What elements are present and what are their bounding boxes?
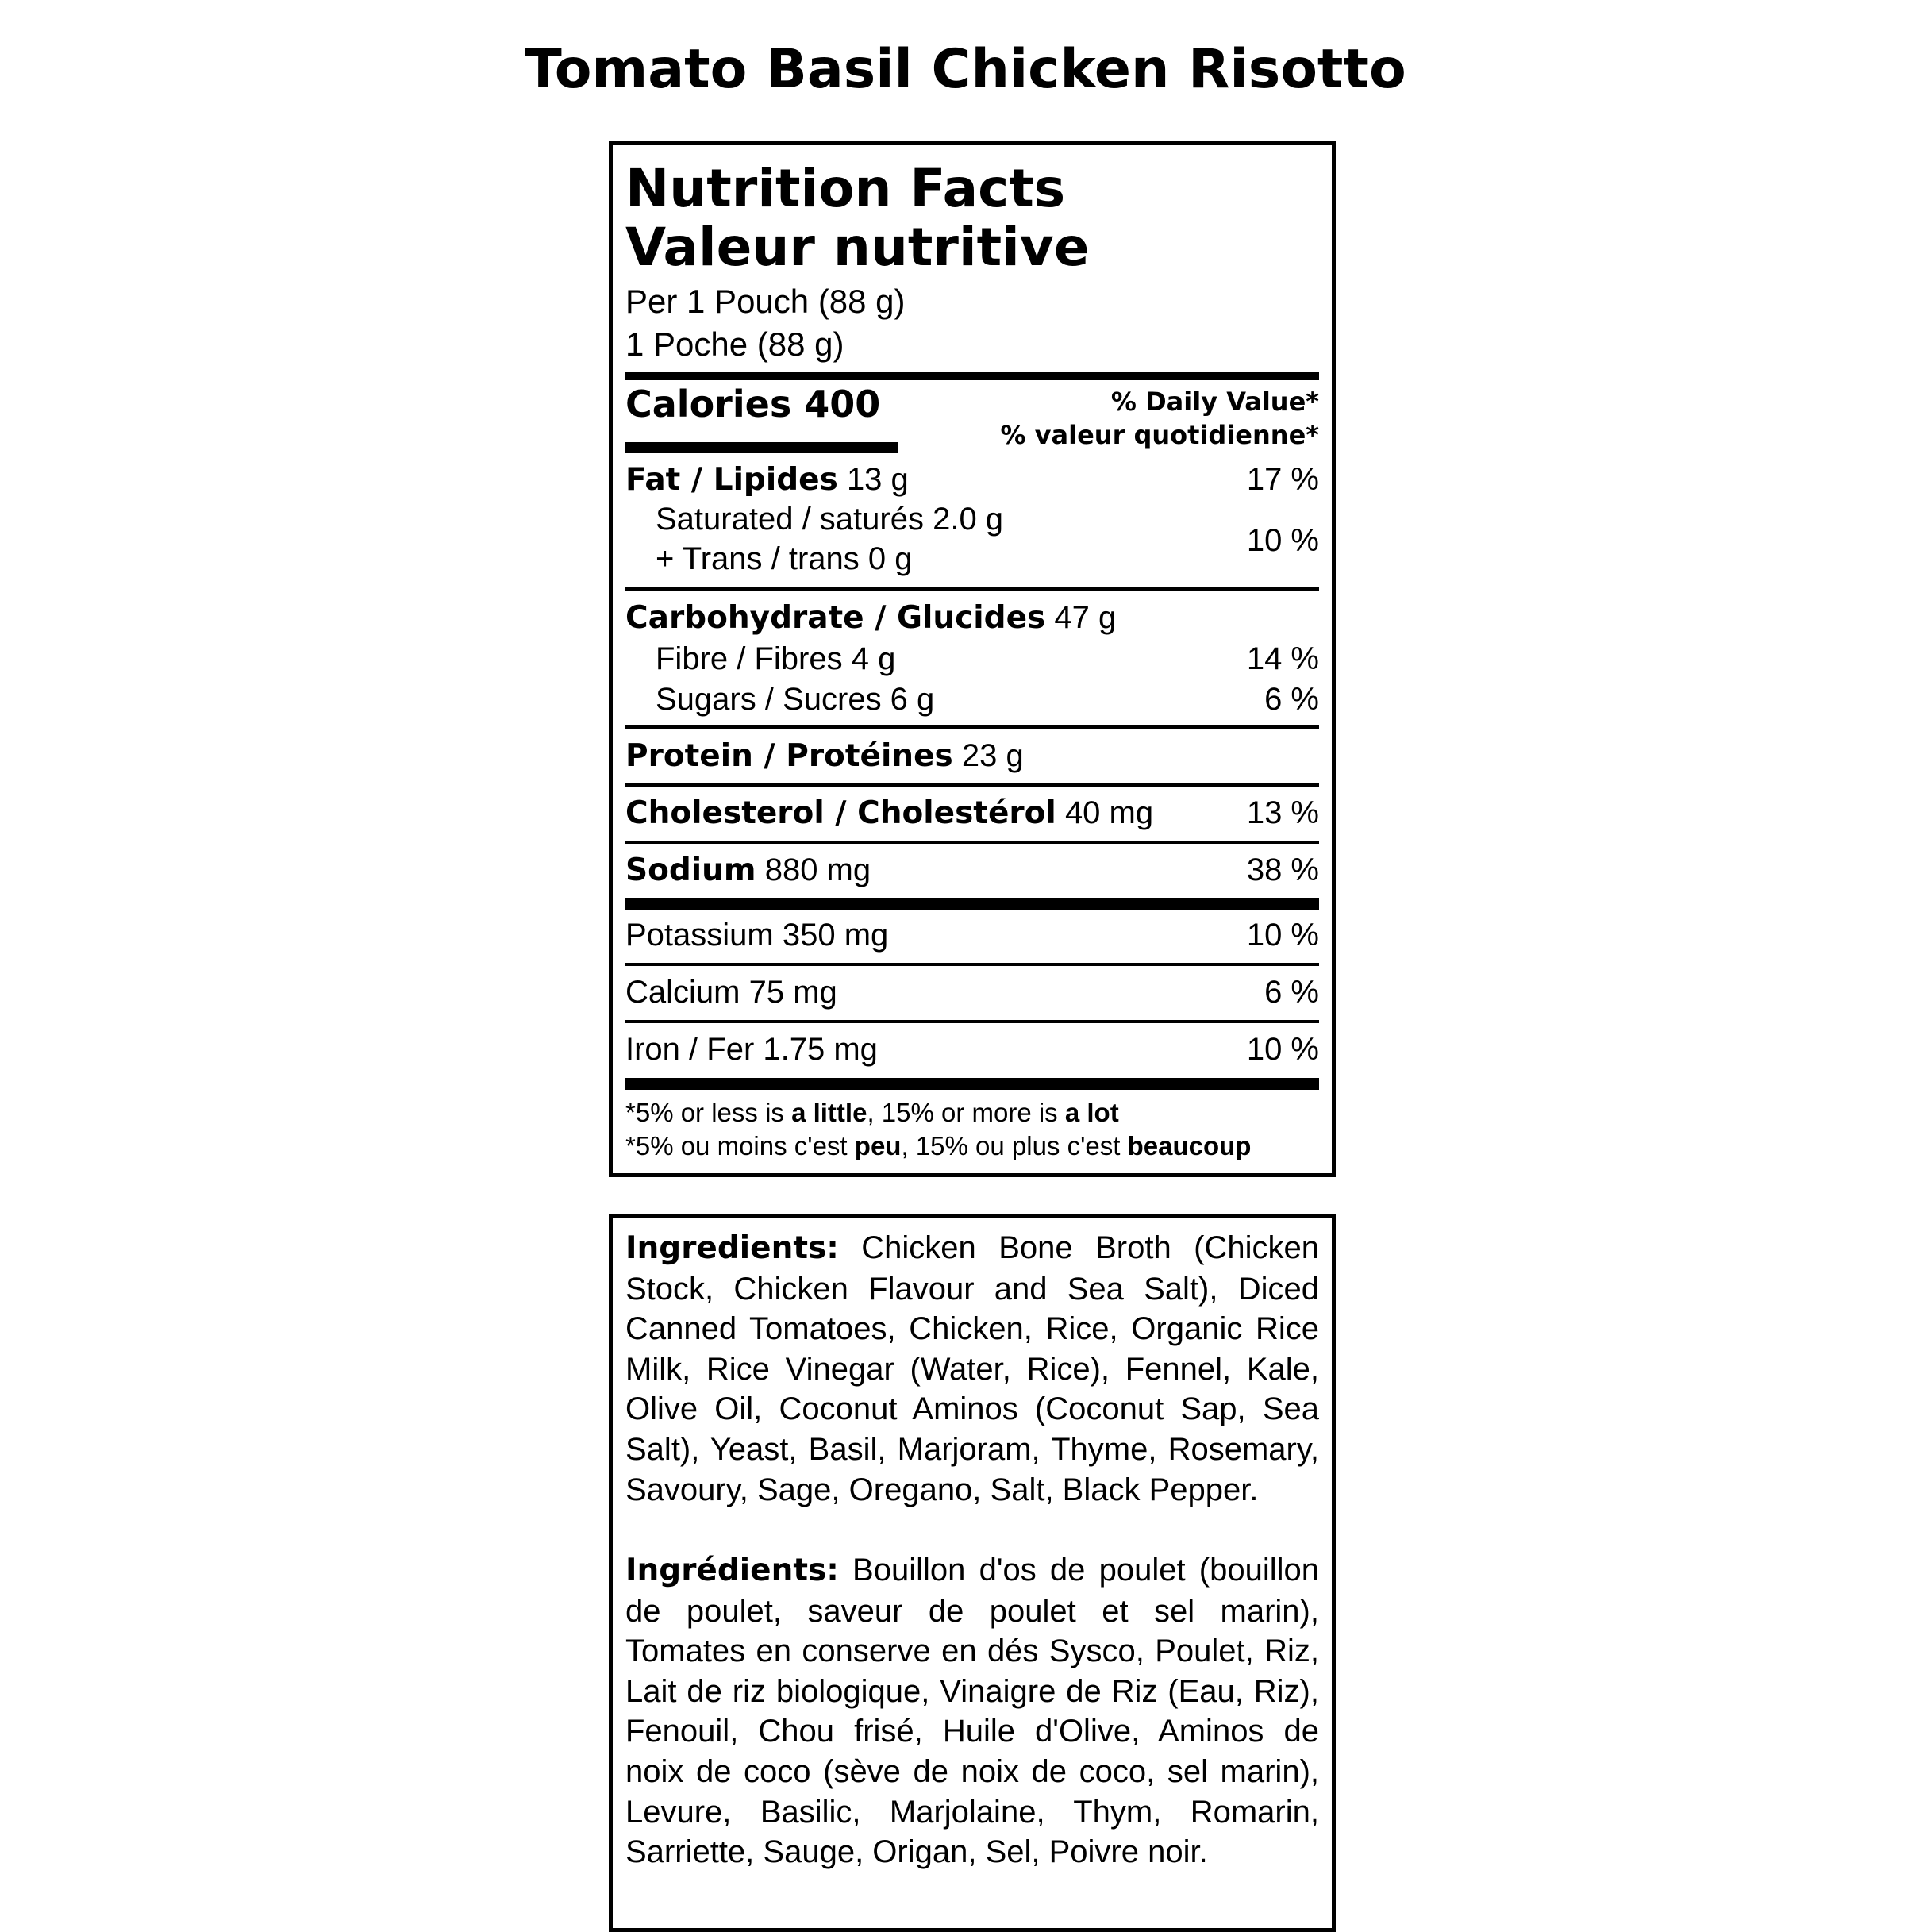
divider (625, 841, 1319, 844)
serving-size-fr: 1 Poche (88 g) (625, 325, 844, 363)
calcium-row (625, 972, 1319, 1012)
cholesterol-pct: 13 % (1246, 795, 1319, 830)
ingredients-en-label: Ingredients: (625, 1230, 839, 1266)
saturated-label: Saturated / saturés 2.0 g (656, 502, 1004, 537)
fat-label: Fat / Lipides (625, 462, 838, 498)
potassium-row (625, 915, 1319, 955)
footnote-fr: *5% ou moins c'est peu, 15% ou plus c'est beaucoup (625, 1131, 1252, 1160)
fibre-pct: 14 % (1246, 641, 1319, 676)
nutrition-heading-fr: Valeur nutritive (625, 217, 1090, 278)
sodium-row (625, 850, 1319, 891)
ingredients-fr-label: Ingrédients: (625, 1553, 839, 1588)
fibre-label: Fibre / Fibres 4 g (656, 641, 896, 676)
calcium-label: Calcium 75 mg (625, 975, 837, 1010)
carbohydrate-row (625, 598, 1319, 638)
sugars-label: Sugars / Sucres 6 g (656, 682, 935, 717)
serving-size-en: Per 1 Pouch (88 g) (625, 283, 906, 320)
fat-amount: 13 g (846, 462, 909, 497)
ingredients-panel (609, 1214, 1336, 1932)
protein-amount: 23 g (961, 738, 1024, 773)
carbohydrate-amount: 47 g (1054, 600, 1117, 635)
ingredients-en (625, 1228, 1319, 1510)
carbohydrate-label: Carbohydrate / Glucides (625, 600, 1046, 636)
calories: Calories 400 (625, 383, 881, 425)
fat-pct: 17 % (1246, 462, 1319, 497)
divider (625, 1020, 1319, 1023)
sodium-label: Sodium (625, 852, 756, 888)
thick-divider (625, 898, 1319, 910)
protein-row (625, 736, 1319, 776)
trans-label: + Trans / trans 0 g (656, 541, 913, 576)
sodium-amount: 880 mg (764, 852, 871, 887)
divider (625, 725, 1319, 729)
thick-divider (625, 372, 1319, 380)
divider (625, 587, 1319, 591)
divider (625, 963, 1319, 966)
cholesterol-label: Cholesterol / Cholestérol (625, 795, 1056, 831)
ingredients-fr (625, 1550, 1319, 1872)
sat-trans-pct: 10 % (1246, 523, 1319, 558)
potassium-label: Potassium 350 mg (625, 918, 889, 953)
footnote-en: *5% or less is a little, 15% or more is a lot (625, 1098, 1119, 1127)
cholesterol-row (625, 793, 1319, 833)
saturated-row (656, 499, 1319, 539)
product-title: Tomato Basil Chicken Risotto (525, 38, 1406, 101)
nutrition-facts-panel (609, 141, 1336, 1177)
trans-row (656, 539, 1319, 579)
cholesterol-amount: 40 mg (1064, 795, 1154, 830)
protein-label: Protein / Protéines (625, 738, 953, 774)
thick-divider (625, 1078, 1319, 1090)
fat-row (625, 460, 1319, 500)
daily-value-header-en: % Daily Value* (1110, 387, 1319, 417)
sugars-row (656, 679, 1319, 719)
divider (625, 783, 1319, 787)
ingredients-fr-text: Bouillon d'os de poulet (bouillon de poulet, saveur de poulet et sel marin), Tomates en conserve en dés Sysco, Poulet, Riz, Lait de riz biologique, Vinaigre de Riz (Eau, Riz), Fenouil, Chou frisé, Huile d'Olive, Aminos de noix de coco (sève de noix de coco, sel marin), Levure, Basilic, Marjolaine, Thym, Romarin, Sarriette, Sauge, Origan, Sel, Poivre noir. (625, 1553, 1319, 1870)
iron-label: Iron / Fer 1.75 mg (625, 1032, 878, 1067)
ingredients-en-text: Chicken Bone Broth (Chicken Stock, Chicken Flavour and Sea Salt), Diced Canned Tomatoes, Chicken, Rice, Organic Rice Milk, Rice Vinegar (Water, Rice), Fennel, Kale, Olive Oil, Coconut Aminos (Coconut Sap, Sea Salt), Yeast, Basil, Marjoram, Thyme, Rosemary, Savoury, Sage, Oregano, Salt, Black Pepper. (625, 1230, 1319, 1507)
iron-row (625, 1030, 1319, 1069)
sugars-pct: 6 % (1264, 682, 1319, 717)
daily-value-header-fr: % valeur quotidienne* (1000, 420, 1319, 450)
calories-underline (625, 442, 898, 453)
calcium-pct: 6 % (1264, 975, 1319, 1010)
fibre-row (656, 639, 1319, 679)
potassium-pct: 10 % (1246, 918, 1319, 953)
iron-pct: 10 % (1246, 1032, 1319, 1067)
sodium-pct: 38 % (1246, 852, 1319, 887)
nutrition-heading-en: Nutrition Facts (625, 158, 1066, 219)
